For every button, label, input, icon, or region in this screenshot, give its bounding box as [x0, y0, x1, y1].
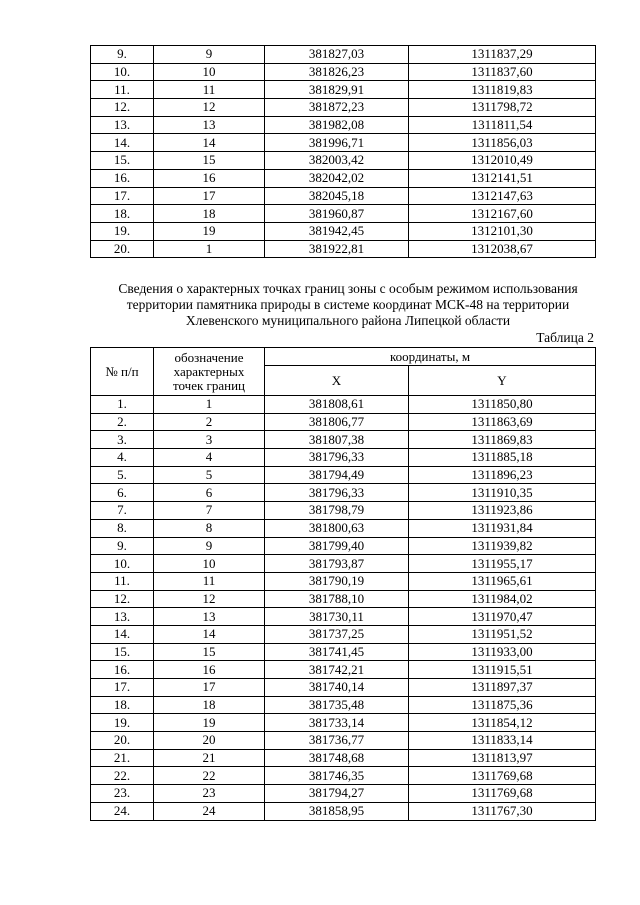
coord-y: 1312141,51 [409, 169, 596, 187]
point-designation: 13 [154, 116, 265, 134]
coord-y: 1311837,60 [409, 63, 596, 81]
coord-y: 1311850,80 [409, 396, 596, 414]
coord-y: 1311910,35 [409, 484, 596, 502]
point-designation: 11 [154, 572, 265, 590]
coord-x: 381858,95 [265, 802, 409, 820]
coord-y: 1311798,72 [409, 99, 596, 117]
coord-y: 1312147,63 [409, 187, 596, 205]
point-designation: 1 [154, 396, 265, 414]
caption-line-3: Хлевенского муниципального района Липецкой области [185, 313, 511, 328]
coord-y: 1312010,49 [409, 152, 596, 170]
coord-x: 381996,71 [265, 134, 409, 152]
point-number: 8. [91, 519, 154, 537]
point-designation: 24 [154, 802, 265, 820]
point-number: 20. [91, 240, 154, 258]
coord-x: 381808,61 [265, 396, 409, 414]
coord-y: 1311875,36 [409, 696, 596, 714]
table-row [91, 802, 596, 820]
header-coords: координаты, м [265, 348, 596, 366]
point-number: 10. [91, 555, 154, 573]
point-number: 12. [91, 99, 154, 117]
point-designation: 17 [154, 187, 265, 205]
point-number: 3. [91, 431, 154, 449]
point-designation: 9 [154, 46, 265, 64]
coord-x: 381788,10 [265, 590, 409, 608]
coord-x: 381798,79 [265, 502, 409, 520]
point-designation: 4 [154, 449, 265, 467]
point-designation: 22 [154, 767, 265, 785]
coord-y: 1311931,84 [409, 519, 596, 537]
table-row [91, 466, 596, 484]
coord-x: 381742,21 [265, 661, 409, 679]
point-number: 19. [91, 714, 154, 732]
point-designation: 18 [154, 696, 265, 714]
point-designation: 1 [154, 240, 265, 258]
point-designation: 20 [154, 732, 265, 750]
point-number: 16. [91, 169, 154, 187]
point-designation: 12 [154, 590, 265, 608]
point-designation: 13 [154, 608, 265, 626]
coord-y: 1311984,02 [409, 590, 596, 608]
point-number: 20. [91, 732, 154, 750]
table-row [91, 116, 596, 134]
coord-x: 381793,87 [265, 555, 409, 573]
coord-x: 381748,68 [265, 749, 409, 767]
coord-y: 1311915,51 [409, 661, 596, 679]
header-designation-line-3: точек границ [172, 377, 246, 393]
coord-x: 381827,03 [265, 46, 409, 64]
point-designation: 14 [154, 134, 265, 152]
point-designation: 11 [154, 81, 265, 99]
point-designation: 7 [154, 502, 265, 520]
table2-body [91, 396, 596, 821]
coord-x: 381982,08 [265, 116, 409, 134]
coord-y: 1311856,03 [409, 134, 596, 152]
coord-x: 381829,91 [265, 81, 409, 99]
coord-y: 1311951,52 [409, 625, 596, 643]
point-designation: 21 [154, 749, 265, 767]
coord-y: 1312101,30 [409, 222, 596, 240]
header-designation-line-1: обозначение [174, 349, 244, 365]
coord-x: 382045,18 [265, 187, 409, 205]
coordinates-table-2 [90, 347, 596, 821]
table-row [91, 714, 596, 732]
coord-x: 381790,19 [265, 572, 409, 590]
coord-x: 381799,40 [265, 537, 409, 555]
table-row [91, 396, 596, 414]
coord-x: 381746,35 [265, 767, 409, 785]
point-number: 17. [91, 679, 154, 697]
header-designation-line-2: характерных [173, 363, 245, 379]
point-designation: 15 [154, 643, 265, 661]
coord-x: 382003,42 [265, 152, 409, 170]
table-row [91, 81, 596, 99]
point-designation: 3 [154, 431, 265, 449]
point-number: 16. [91, 661, 154, 679]
table-row [91, 590, 596, 608]
coord-y: 1311933,00 [409, 643, 596, 661]
point-number: 13. [91, 116, 154, 134]
table-row [91, 169, 596, 187]
point-number: 14. [91, 134, 154, 152]
coord-y: 1311923,86 [409, 502, 596, 520]
table-row [91, 449, 596, 467]
coord-x: 381872,23 [265, 99, 409, 117]
point-designation: 19 [154, 714, 265, 732]
coord-x: 382042,02 [265, 169, 409, 187]
point-designation: 17 [154, 679, 265, 697]
coord-x: 381730,11 [265, 608, 409, 626]
table-row [91, 413, 596, 431]
table-row [91, 555, 596, 573]
coordinates-table-1 [90, 45, 596, 258]
coord-y: 1311854,12 [409, 714, 596, 732]
table-row [91, 679, 596, 697]
coord-x: 381942,45 [265, 222, 409, 240]
coord-y: 1311863,69 [409, 413, 596, 431]
table-row [91, 732, 596, 750]
point-designation: 15 [154, 152, 265, 170]
point-number: 11. [91, 572, 154, 590]
coord-y: 1311965,61 [409, 572, 596, 590]
coord-y: 1311869,83 [409, 431, 596, 449]
point-number: 21. [91, 749, 154, 767]
header-designation [154, 348, 265, 396]
coord-y: 1311897,37 [409, 679, 596, 697]
point-number: 18. [91, 696, 154, 714]
point-number: 15. [91, 152, 154, 170]
coord-y: 1311767,30 [409, 802, 596, 820]
coord-x: 381794,49 [265, 466, 409, 484]
coord-x: 381737,25 [265, 625, 409, 643]
table-row [91, 187, 596, 205]
coord-x: 381796,33 [265, 449, 409, 467]
coord-y: 1311970,47 [409, 608, 596, 626]
point-number: 9. [91, 46, 154, 64]
coord-x: 381736,77 [265, 732, 409, 750]
coord-x: 381960,87 [265, 205, 409, 223]
coord-y: 1311813,97 [409, 749, 596, 767]
coord-x: 381796,33 [265, 484, 409, 502]
table-row [91, 46, 596, 64]
coord-y: 1311939,82 [409, 537, 596, 555]
coord-x: 381735,48 [265, 696, 409, 714]
point-number: 17. [91, 187, 154, 205]
table1-body [91, 46, 596, 258]
table-row [91, 643, 596, 661]
header-x: X [265, 366, 409, 396]
table2-header [91, 348, 596, 396]
point-designation: 23 [154, 785, 265, 803]
header-num: № п/п [91, 348, 154, 396]
point-designation: 10 [154, 63, 265, 81]
table-row [91, 608, 596, 626]
point-designation: 16 [154, 169, 265, 187]
table-row [91, 152, 596, 170]
table2-label: Таблица 2 [536, 330, 594, 345]
coord-y: 1311885,18 [409, 449, 596, 467]
table-row [91, 484, 596, 502]
coord-y: 1312167,60 [409, 205, 596, 223]
coord-y: 1311769,68 [409, 767, 596, 785]
point-number: 22. [91, 767, 154, 785]
point-designation: 6 [154, 484, 265, 502]
point-designation: 12 [154, 99, 265, 117]
table-row [91, 625, 596, 643]
point-number: 13. [91, 608, 154, 626]
table-row [91, 572, 596, 590]
coord-x: 381807,38 [265, 431, 409, 449]
point-designation: 16 [154, 661, 265, 679]
table-row [91, 502, 596, 520]
table-row [91, 205, 596, 223]
caption-line-1: Сведения о характерных точках границ зоны с особым режимом использования [118, 281, 578, 296]
point-number: 2. [91, 413, 154, 431]
coord-x: 381794,27 [265, 785, 409, 803]
table-row [91, 519, 596, 537]
coord-y: 1311769,68 [409, 785, 596, 803]
point-number: 18. [91, 205, 154, 223]
point-designation: 14 [154, 625, 265, 643]
table-row [91, 749, 596, 767]
point-designation: 2 [154, 413, 265, 431]
coord-x: 381826,23 [265, 63, 409, 81]
point-number: 15. [91, 643, 154, 661]
point-number: 9. [91, 537, 154, 555]
point-designation: 5 [154, 466, 265, 484]
point-designation: 19 [154, 222, 265, 240]
coord-y: 1311955,17 [409, 555, 596, 573]
table-row [91, 537, 596, 555]
point-number: 24. [91, 802, 154, 820]
point-designation: 8 [154, 519, 265, 537]
coord-x: 381806,77 [265, 413, 409, 431]
table-row [91, 661, 596, 679]
table-row [91, 222, 596, 240]
table2-caption [78, 281, 618, 329]
coord-y: 1311833,14 [409, 732, 596, 750]
coord-y: 1312038,67 [409, 240, 596, 258]
table-row [91, 785, 596, 803]
table-row [91, 767, 596, 785]
coord-y: 1311811,54 [409, 116, 596, 134]
point-number: 6. [91, 484, 154, 502]
point-number: 5. [91, 466, 154, 484]
coord-y: 1311896,23 [409, 466, 596, 484]
coord-x: 381733,14 [265, 714, 409, 732]
coord-y: 1311837,29 [409, 46, 596, 64]
coord-x: 381741,45 [265, 643, 409, 661]
point-number: 4. [91, 449, 154, 467]
coord-x: 381740,14 [265, 679, 409, 697]
point-designation: 10 [154, 555, 265, 573]
header-y: Y [409, 366, 596, 396]
point-number: 14. [91, 625, 154, 643]
point-number: 23. [91, 785, 154, 803]
coord-y: 1311819,83 [409, 81, 596, 99]
point-designation: 9 [154, 537, 265, 555]
caption-line-2: территории памятника природы в системе координат МСК-48 на территории [126, 297, 570, 312]
table-row [91, 134, 596, 152]
table-row [91, 63, 596, 81]
point-number: 11. [91, 81, 154, 99]
point-number: 1. [91, 396, 154, 414]
point-number: 7. [91, 502, 154, 520]
table-row [91, 696, 596, 714]
table-row [91, 240, 596, 258]
table-row [91, 99, 596, 117]
point-number: 12. [91, 590, 154, 608]
point-number: 10. [91, 63, 154, 81]
point-number: 19. [91, 222, 154, 240]
point-designation: 18 [154, 205, 265, 223]
coord-x: 381922,81 [265, 240, 409, 258]
coord-x: 381800,63 [265, 519, 409, 537]
table-row [91, 431, 596, 449]
